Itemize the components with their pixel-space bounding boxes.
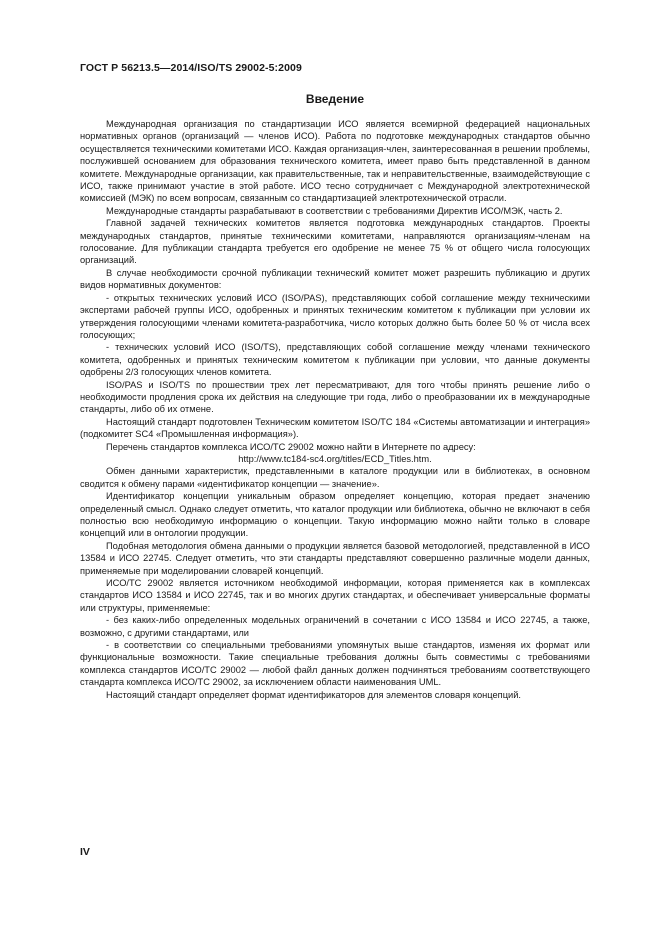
- paragraph: Настоящий стандарт определяет формат идентификаторов для элементов словаря концепций.: [106, 689, 522, 700]
- paragraph: ISO/PAS и ISO/TS по прошествии трех лет пересматривают, для того чтобы принять решение либо о необходимости продления срока их действия на следующие три года, либо о преобразовании их в международные стандарты, либо об их отмене.: [80, 379, 590, 415]
- paragraph: Главной задачей технических комитетов является подготовка международных стандартов. Проекты международных стандартов, принятые техническими комитетами, направляются организациям-членам на голосование. Для публикации стандарта требуется его одобрение не менее 75 % от общего числа голосующих организаций.: [80, 218, 590, 266]
- paragraph: Обмен данными характеристик, представленными в каталоге продукции или в библиотеках, в основном сводится к обмену парами «идентификатор концепции — значение».: [80, 466, 590, 489]
- url-link[interactable]: http://www.tc184-sc4.org/titles/ECD_Titles.htm.: [238, 453, 432, 464]
- list-item: - технических условий ИСО (ISO/TS), представляющих собой соглашение между членами технического комитета, одобренных и принятых техническим комитетом к публикации при условии, что данные документы одобрены 2/3 голосующих членов комитета.: [80, 342, 590, 378]
- list-item: - без каких-либо определенных модельных ограничений в сочетании с ИСО 13584 и ИСО 22745, а также, возможно, с другими стандартами, или: [80, 615, 590, 638]
- list-item: - в соответствии со специальными требованиями упомянутых выше стандартов, изменяя их формат или функциональные возможности. Такие специальные требования должны быть совместимы с требованиями комплекса стандартов ИСО/ТС 29002 — любой файл данных должен подчиняться требованиям соответствующего стандарта комплекса ИСО/ТС 29002, за исключением области наименования UML.: [80, 640, 590, 688]
- paragraph: В случае необходимости срочной публикации технический комитет может разрешить публикацию и других видов нормативных документов:: [80, 267, 590, 291]
- paragraph: Идентификатор концепции уникальным образом определяет концепцию, которая предает значению определенный смысл. Однако следует отметить, что каталог продукции или библиотека, обычно не включают в себя полностью всю необходимую информацию о концепции. Такую информацию можно найти только в словаре концепций или в онтологии продукции.: [80, 491, 590, 539]
- paragraph: Настоящий стандарт подготовлен Техническим комитетом ISO/TC 184 «Системы автоматизации и интеграция» (подкомитет SC4 «Промышленная информация»).: [80, 416, 590, 440]
- list-item: - открытых технических условий ИСО (ISO/PAS), представляющих собой соглашение между техническими экспертами рабочей группы ИСО, одобренных и принятых техническим комитетом к публикации при условии их утверждения голосующими членами комитета-разработчика, число которых должно быть более 50 % от числа всех голосующих;: [80, 292, 590, 340]
- paragraph: Международные стандарты разрабатывают в соответствии с требованиями Директив ИСО/МЭК, часть 2.: [106, 205, 563, 216]
- paragraph: ИСО/ТС 29002 является источником необходимой информации, которая применяется как в комплексах стандартов ИСО 13584 и ИСО 22745, так и во многих других стандартах, и обеспечивает универсальные форматы или структуры, применяемые:: [80, 578, 590, 613]
- paragraph: Перечень стандартов комплекса ИСО/ТС 29002 можно найти в Интернете по адресу:: [106, 441, 476, 452]
- section-title: Введение: [305, 92, 365, 106]
- page-number: IV: [80, 846, 90, 858]
- paragraph: Международная организация по стандартизации ИСО является всемирной федерацией национальных нормативных органов (организаций — членов ИСО). Работа по подготовке международных стандартов обычно осуществляется техническими комитетами ИСО. Каждая организация-член, заинтересованная в решении проблемы, послужившей основанием для образования технического комитета, имеет право быть представленной в данном комитете. Международные организации, как правительственные, так и неправительственные, взаимодействующие с ИСО, также принимают участие в этой работе. ИСО тесно сотрудничает с Международной электротехнической комиссией (МЭК) по всем вопросам, связанным со стандартизацией электротехнической отрасли.: [80, 119, 590, 204]
- document-body: [80, 118, 590, 701]
- document-header: ГОСТ Р 56213.5—2014/ISO/TS 29002-5:2009: [80, 62, 302, 74]
- paragraph: Подобная методология обмена данными о продукции является базовой методологией, представленной в ИСО 13584 и ИСО 22745. Следует отметить, что эти стандарты представляют совершенно различные модели данных, применяемые при моделировании словарей концепций.: [80, 540, 590, 576]
